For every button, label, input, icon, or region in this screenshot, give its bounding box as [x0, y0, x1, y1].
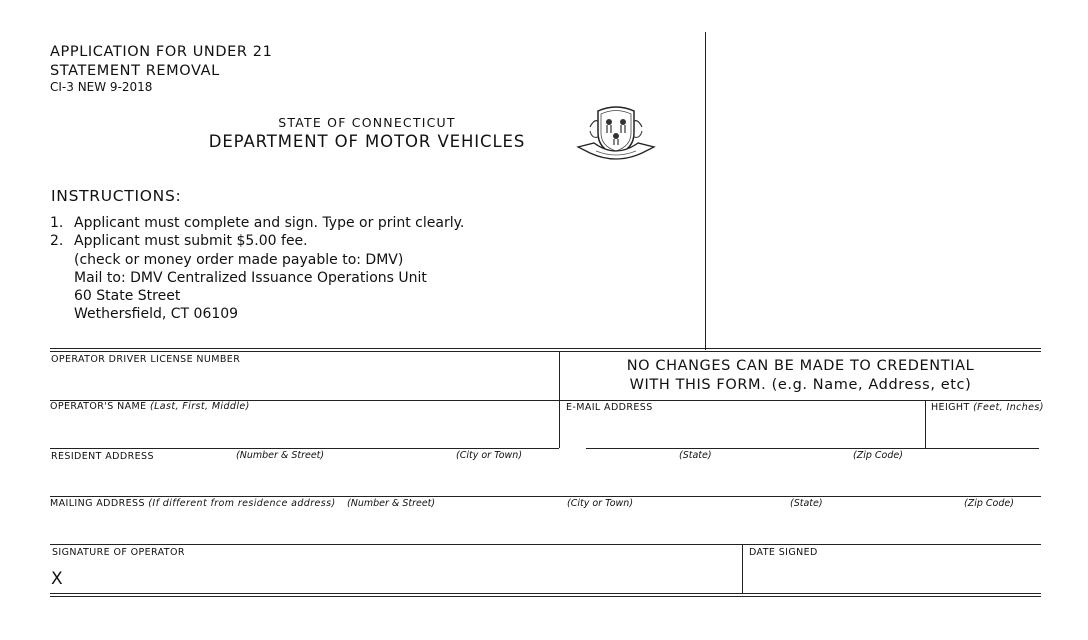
resident-address-field[interactable] — [51, 463, 1039, 494]
license-number-field[interactable] — [51, 366, 557, 398]
resident-address-label: RESIDENT ADDRESS — [51, 451, 154, 462]
date-signed-label: DATE SIGNED — [749, 547, 818, 558]
mailing-zip-hint: (Zip Code) — [964, 498, 1014, 509]
column-divider — [742, 544, 743, 593]
form-top-line — [50, 351, 1041, 352]
height-label: HEIGHT (Feet, Inches) — [931, 402, 1044, 413]
form-bottom-line — [50, 596, 1041, 597]
notice-line: WITH THIS FORM. (e.g. Name, Address, etc) — [629, 377, 972, 393]
instruction-continuation: 60 State Street — [74, 288, 181, 305]
state-seal — [576, 103, 656, 165]
instruction-item: 1. Applicant must complete and sign. Type or print clearly. — [50, 215, 465, 231]
signature-label: SIGNATURE OF OPERATOR — [52, 547, 185, 558]
notice-line: NO CHANGES CAN BE MADE TO CREDENTIAL — [626, 358, 975, 374]
mailing-address-label: MAILING ADDRESS (If different from residence address) — [50, 498, 336, 509]
operator-name-label: OPERATOR'S NAME (Last, First, Middle) — [50, 401, 250, 412]
row-divider — [50, 448, 559, 449]
form-code: CI-3 NEW 9-2018 — [50, 80, 153, 94]
form-top-line — [50, 348, 1041, 349]
form-title-line1: APPLICATION FOR UNDER 21 — [50, 44, 273, 60]
column-divider — [925, 400, 926, 448]
resident-zip-hint: (Zip Code) — [853, 450, 903, 461]
instruction-continuation: (check or money order made payable to: DMV) — [74, 251, 404, 268]
resident-city-hint: (City or Town) — [456, 450, 523, 461]
state-seal-icon — [576, 103, 656, 165]
operator-name-field[interactable] — [51, 414, 557, 446]
mailing-street-hint: (Number & Street) — [347, 498, 436, 509]
signature-x-mark: X — [51, 569, 63, 589]
instruction-continuation: Wethersfield, CT 06109 — [74, 306, 239, 323]
signature-field[interactable] — [70, 560, 738, 590]
email-field[interactable] — [562, 414, 922, 446]
form-title-line2: STATEMENT REMOVAL — [50, 63, 220, 79]
mailing-city-hint: (City or Town) — [567, 498, 634, 509]
instruction-item: 2. Applicant must submit $5.00 fee. — [50, 233, 308, 250]
no-changes-notice — [560, 357, 1041, 395]
instructions-list — [50, 214, 464, 324]
license-number-label: OPERATOR DRIVER LICENSE NUMBER — [51, 354, 241, 365]
date-signed-field[interactable] — [746, 560, 1038, 590]
resident-state-hint: (State) — [679, 450, 712, 461]
row-divider — [586, 448, 1039, 449]
mailing-state-hint: (State) — [790, 498, 823, 509]
state-name: STATE OF CONNECTICUT — [278, 115, 456, 130]
form-bottom-line — [50, 593, 1041, 594]
resident-street-hint: (Number & Street) — [236, 450, 325, 461]
department-name: DEPARTMENT OF MOTOR VEHICLES — [208, 132, 526, 151]
instruction-continuation: Mail to: DMV Centralized Issuance Operations Unit — [74, 269, 427, 286]
instructions-heading: INSTRUCTIONS: — [51, 187, 182, 205]
header-divider — [705, 32, 706, 350]
height-field[interactable] — [928, 414, 1040, 446]
email-label: E-MAIL ADDRESS — [566, 402, 653, 413]
mailing-address-field[interactable] — [51, 511, 1039, 542]
row-divider — [50, 544, 1041, 545]
row-divider — [50, 496, 1041, 497]
